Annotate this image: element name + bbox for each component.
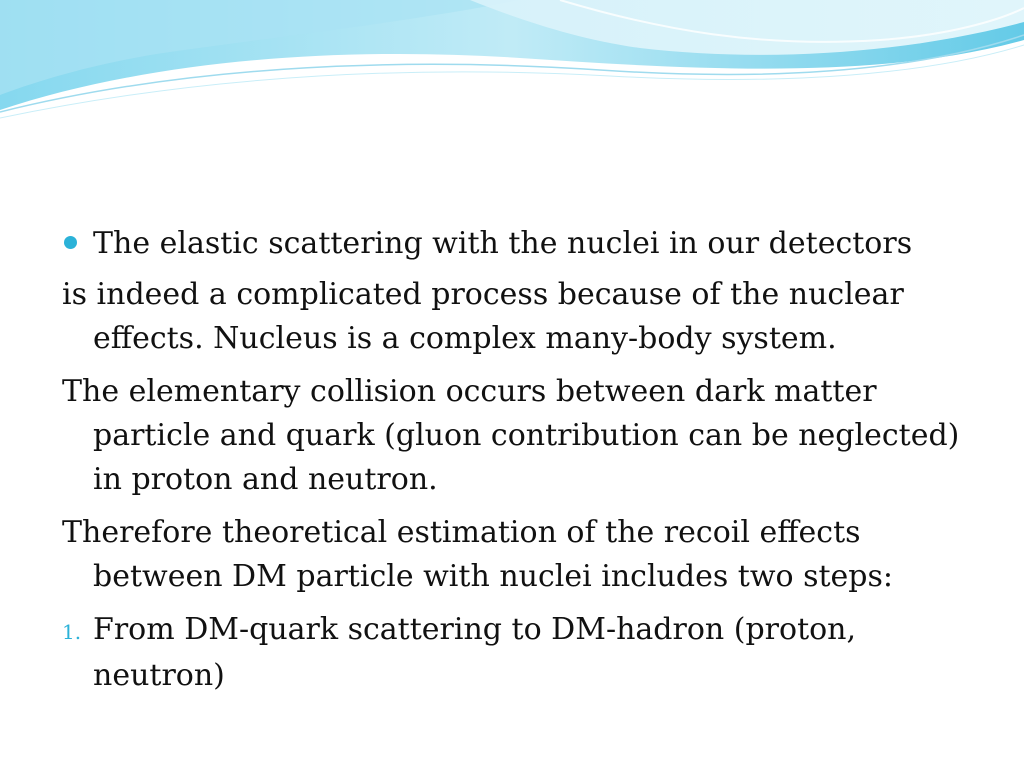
paragraph-2 [62,273,972,361]
paragraph-1 [62,222,972,266]
paragraph-4 [62,511,972,599]
paragraph-text: is indeed a complicated process because of the nuclear effects. Nucleus is a complex many-body system. [62,277,904,356]
paragraph-text: The elastic scattering with the nuclei in our detectors [93,226,913,261]
wave-header-decoration [0,0,1024,130]
bullet-marker [62,222,93,266]
bullet-dot-icon [64,236,77,249]
paragraph-3 [62,370,972,502]
paragraph-text: From DM-quark scattering to DM-hadron (proton, neutron) [93,612,857,693]
paragraph-text: The elementary collision occurs between dark matter particle and quark (gluon contribution can be neglected) in proton and neutron. [62,374,960,497]
paragraph-text: Therefore theoretical estimation of the recoil effects between DM particle with nuclei includes two steps: [62,515,894,594]
number-marker: 1. [62,620,82,644]
slide-body [62,222,972,707]
numbered-item-1 [62,608,972,698]
